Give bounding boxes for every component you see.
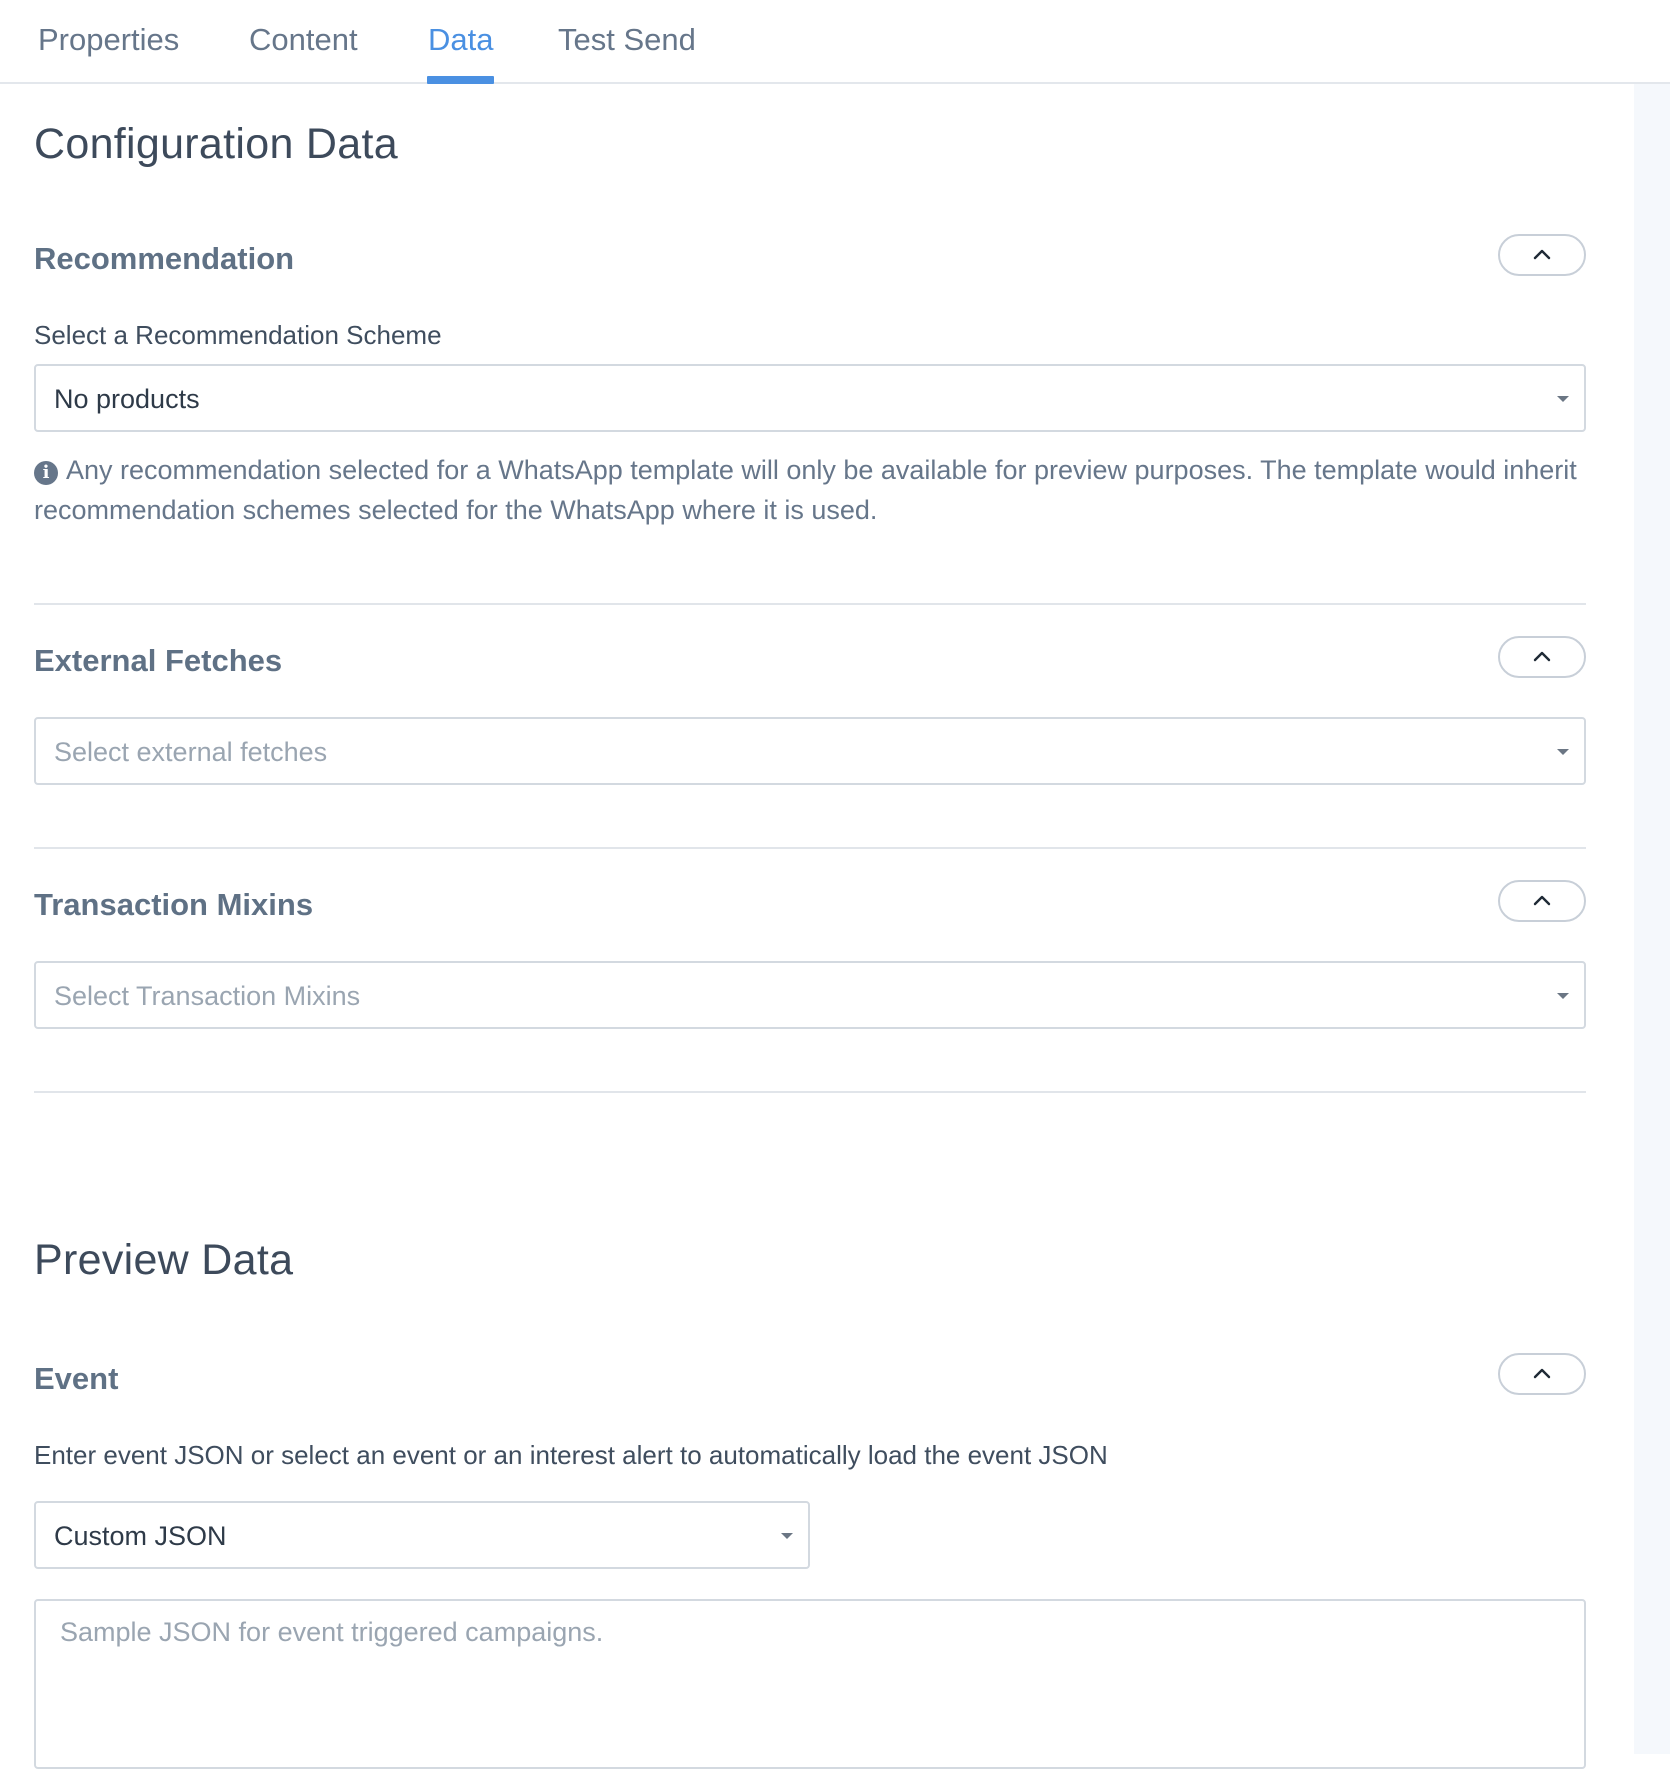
tab-properties[interactable]: Properties [38, 22, 180, 57]
recommendation-title: Recommendation [34, 241, 295, 276]
caret-down-icon [1557, 993, 1569, 999]
recommendation-info-note [34, 450, 1586, 530]
event-source-select[interactable] [34, 1501, 810, 1569]
recommendation-scheme-value: No products [54, 384, 200, 414]
caret-down-icon [781, 1533, 793, 1539]
section-divider [34, 1091, 1586, 1093]
preview-data-heading: Preview Data [34, 1236, 294, 1284]
tab-bar [0, 0, 1670, 84]
recommendation-collapse-button[interactable] [1498, 234, 1586, 276]
right-rail [1634, 84, 1670, 1754]
transaction-mixins-placeholder: Select Transaction Mixins [54, 981, 361, 1011]
active-tab-indicator [427, 76, 494, 84]
recommendation-scheme-label: Select a Recommendation Scheme [34, 320, 442, 350]
transaction-mixins-select[interactable] [34, 961, 1586, 1029]
event-title: Event [34, 1361, 119, 1396]
external-fetches-collapse-button[interactable] [1498, 636, 1586, 678]
external-fetches-placeholder: Select external fetches [54, 737, 328, 767]
event-json-textarea[interactable] [34, 1599, 1586, 1769]
tab-data[interactable]: Data [428, 22, 494, 57]
external-fetches-select[interactable] [34, 717, 1586, 785]
transaction-mixins-collapse-button[interactable] [1498, 880, 1586, 922]
chevron-up-icon [1533, 247, 1551, 261]
event-collapse-button[interactable] [1498, 1353, 1586, 1395]
caret-down-icon [1557, 396, 1569, 402]
chevron-up-icon [1533, 1366, 1551, 1380]
chevron-up-icon [1533, 649, 1551, 663]
section-divider [34, 847, 1586, 849]
caret-down-icon [1557, 749, 1569, 755]
transaction-mixins-title: Transaction Mixins [34, 887, 314, 922]
chevron-up-icon [1533, 893, 1551, 907]
tab-content[interactable]: Content [249, 22, 358, 57]
info-circle-icon: i [34, 461, 58, 485]
configuration-data-heading: Configuration Data [34, 120, 398, 168]
event-json-label: Enter event JSON or select an event or an interest alert to automatically load the event JSON [34, 1440, 1108, 1470]
recommendation-scheme-select[interactable] [34, 364, 1586, 432]
recommendation-info-text: Any recommendation selected for a WhatsApp template will only be available for preview purposes. The template would inherit recommendation schemes selected for the WhatsApp where it is used. [34, 455, 1577, 525]
event-json-placeholder: Sample JSON for event triggered campaigns. [60, 1617, 604, 1647]
section-divider [34, 603, 1586, 605]
event-source-value: Custom JSON [54, 1521, 227, 1551]
external-fetches-title: External Fetches [34, 643, 283, 678]
tab-test-send[interactable]: Test Send [558, 22, 696, 57]
